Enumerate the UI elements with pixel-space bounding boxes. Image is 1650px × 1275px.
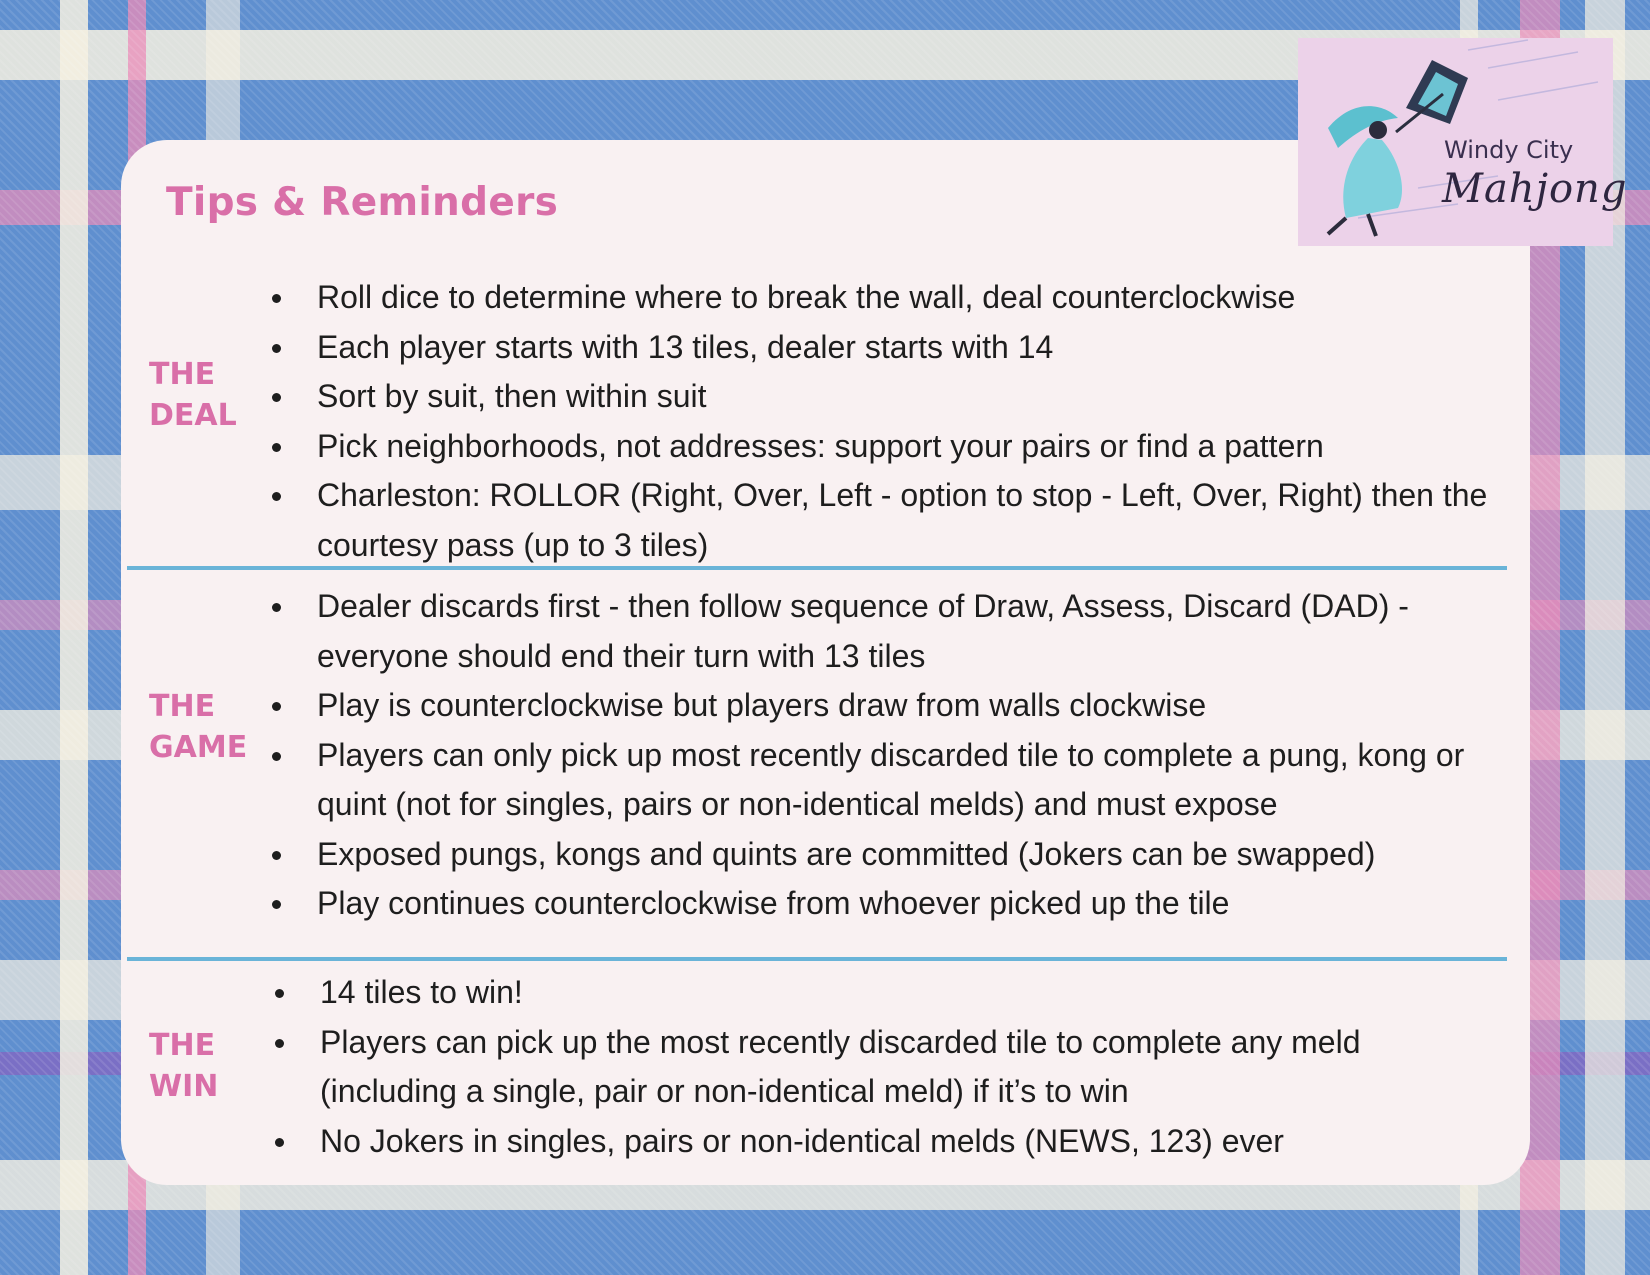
list-item: Roll dice to determine where to break the wall, deal counterclockwise <box>272 273 1502 323</box>
list-item: Players can only pick up most recently discarded tile to complete a pung, kong or quint (not for singles, pairs or non-identical melds) and must expose <box>272 731 1472 830</box>
list-item: Play is counterclockwise but players draw from walls clockwise <box>272 681 1472 731</box>
list-item: Pick neighborhoods, not addresses: support your pairs or find a pattern <box>272 422 1502 472</box>
list-item: Charleston: ROLLOR (Right, Over, Left - option to stop - Left, Over, Right) then the courtesy pass (up to 3 tiles) <box>272 471 1502 570</box>
game-bullet-list <box>272 582 1472 929</box>
list-item: Players can pick up the most recently discarded tile to complete any meld (including a single, pair or non-identical meld) if it’s to win <box>275 1018 1375 1117</box>
logo-text-mahjong: Mahjong <box>1442 166 1628 212</box>
section-label-line: DEAL <box>149 398 237 433</box>
list-item: 14 tiles to win! <box>275 968 1375 1018</box>
section-divider <box>127 957 1507 961</box>
list-item: Dealer discards first - then follow sequence of Draw, Assess, Discard (DAD) - everyone should end their turn with 13 tiles <box>272 582 1472 681</box>
section-label-game <box>149 686 259 768</box>
list-item: Play continues counterclockwise from whoever picked up the tile <box>272 879 1472 929</box>
section-label-line: THE <box>149 1028 216 1063</box>
page-title: Tips & Reminders <box>166 180 559 225</box>
logo-text-windy-city: Windy City <box>1444 136 1574 164</box>
section-label-line: GAME <box>149 730 248 765</box>
win-bullet-list <box>275 968 1375 1166</box>
section-label-line: THE <box>149 689 216 724</box>
list-item: Sort by suit, then within suit <box>272 372 1502 422</box>
deal-bullet-list <box>272 273 1502 570</box>
section-divider <box>127 566 1507 570</box>
list-item: Exposed pungs, kongs and quints are committed (Jokers can be swapped) <box>272 830 1472 880</box>
section-label-line: THE <box>149 357 216 392</box>
section-label-win <box>149 1025 259 1107</box>
section-label-deal <box>149 354 259 436</box>
section-label-line: WIN <box>149 1069 219 1104</box>
windy-city-mahjong-logo <box>1298 38 1628 246</box>
list-item: Each player starts with 13 tiles, dealer starts with 14 <box>272 323 1502 373</box>
list-item: No Jokers in singles, pairs or non-identical melds (NEWS, 123) ever <box>275 1117 1375 1167</box>
